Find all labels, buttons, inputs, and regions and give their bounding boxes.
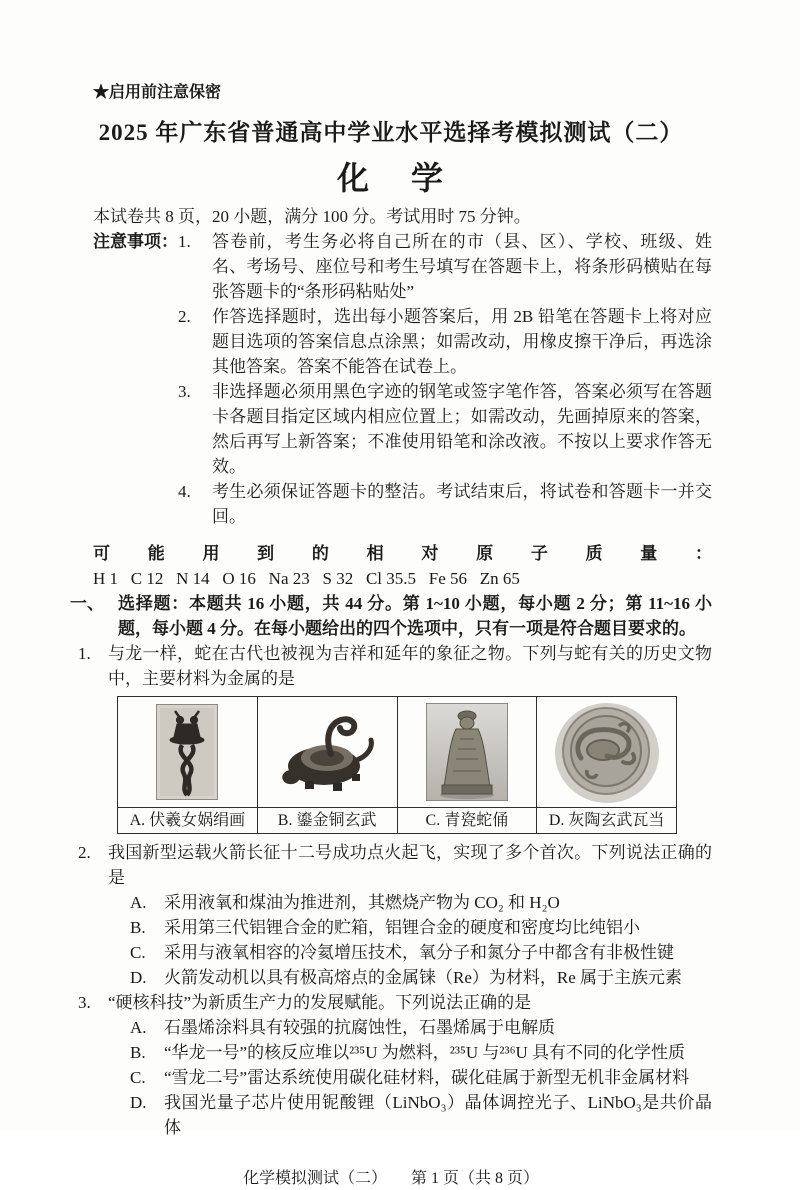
notice-item-text: 答卷前，考生务必将自己所在的市（县、区）、学校、班级、姓名、考场号、座位号和考生号填写在答题卡上，将条形码横贴在每张答题卡的“条形码粘贴处” [212, 232, 712, 301]
question-2-option-b [130, 915, 712, 940]
security-note: ★启用前注意保密 [93, 84, 222, 101]
question-3-option-a [130, 1015, 712, 1040]
artifact-imagebox-a [118, 697, 257, 807]
question-3-block [70, 990, 712, 1140]
notice-item-number: 1. [178, 232, 191, 251]
question-3-option-b [130, 1040, 712, 1065]
notice-item-3 [178, 379, 712, 479]
artifact-cell-d [537, 697, 677, 808]
notice-item-number: 2. [178, 307, 191, 326]
question-stem: 我国新型运载火箭长征十二号成功点火起飞，实现了多个首次。下列说法正确的是 [108, 843, 712, 887]
artifact-caption-row [118, 808, 677, 834]
question-stem: 与龙一样，蛇在古代也被视为吉祥和延年的象征之物。下列与蛇有关的历史文物中，主要材料为金属的是 [108, 644, 712, 688]
page-footer: 化学模拟测试（二） 第 1 页（共 8 页） [242, 1170, 539, 1187]
section-text: 选择题：本题共 16 小题，共 44 分。第 1~10 小题，每小题 2 分；第 11~16 小题，每小题 4 分。在每小题给出的四个选项中，只有一项是符合题目要求的。 [118, 594, 712, 638]
exam-info-line: 本试卷共 8 页，20 小题，满分 100 分。考试用时 75 分钟。 [93, 207, 531, 226]
notice-item-number: 4. [178, 482, 191, 501]
bronze-xuanwu-image [267, 708, 387, 796]
artifact-imagebox-b [258, 697, 397, 807]
notice-items [178, 229, 712, 529]
artifact-imagebox-d [537, 697, 676, 807]
question-number: 1. [78, 644, 91, 663]
option-label: A. [130, 893, 147, 912]
option-label: B. [130, 918, 146, 937]
artifact-cell-c [397, 697, 537, 808]
artifact-image-row [118, 697, 677, 808]
question-2-option-d [130, 965, 712, 990]
artifact-caption-b: B. 鎏金铜玄武 [257, 808, 397, 834]
notice-block [93, 229, 712, 529]
notice-item-1 [178, 229, 712, 304]
option-text: 采用第三代铝锂合金的贮箱，铝锂合金的硬度和密度均比纯铝小 [164, 918, 640, 937]
atomic-masses-label: 可能用到的相对原子质量： [93, 544, 712, 563]
option-text: 采用液氧和煤油为推进剂，其燃烧产物为 CO₂ 和 H₂O [164, 893, 560, 912]
question-2-block [70, 840, 712, 990]
question-2-option-c [130, 940, 712, 965]
option-label: A. [130, 1018, 147, 1037]
notice-item-number: 3. [178, 382, 191, 401]
option-label: D. [130, 968, 147, 987]
silk-painting-image [156, 704, 218, 800]
question-number: 2. [78, 843, 91, 862]
option-text: “华龙一号”的核反应堆以²³⁵U 为燃料，²³⁵U 与²³⁶U 具有不同的化学性质 [164, 1043, 686, 1062]
question-3 [78, 990, 712, 1015]
option-text: 火箭发动机以具有极高熔点的金属铼（Re）为材料，Re 属于主族元素 [164, 968, 683, 987]
question-number: 3. [78, 993, 91, 1012]
question-1 [78, 641, 712, 691]
atomic-masses-values: H 1 C 12 N 14 O 16 Na 23 S 32 Cl 35.5 Fe 56 Zn 65 [93, 569, 520, 588]
artifact-cell-b [257, 697, 397, 808]
option-text: 我国光量子芯片使用铌酸锂（LiNbO₃）晶体调控光子、LiNbO₃是共价晶体 [164, 1093, 712, 1137]
subject-title: 化 学 [336, 160, 445, 196]
section-number: 一、 [70, 594, 104, 613]
artifact-imagebox-c [398, 697, 537, 807]
exam-title: 2025 年广东省普通高中学业水平选择考模拟测试（二） [98, 120, 684, 145]
notice-item-text: 考生必须保证答题卡的整洁。考试结束后，将试卷和答题卡一并交回。 [212, 482, 712, 526]
question-3-option-c [130, 1065, 712, 1090]
question-stem: “硬核科技”为新质生产力的发展赋能。下列说法正确的是 [108, 993, 532, 1012]
option-label: C. [130, 943, 146, 962]
option-label: C. [130, 1068, 146, 1087]
section-header [70, 591, 712, 641]
celadon-figurine-image [426, 703, 508, 801]
option-label: D. [130, 1093, 147, 1112]
notice-label: 注意事项： [93, 232, 178, 251]
artifact-caption-d: D. 灰陶玄武瓦当 [537, 808, 677, 834]
option-label: B. [130, 1043, 146, 1062]
question-3-option-d [130, 1090, 712, 1140]
notice-item-text: 作答选择题时，选出每小题答案后，用 2B 铅笔在答题卡上将对应题目选项的答案信息点涂黑；如需改动，用橡皮擦干净后，再选涂其他答案。答案不能答在试卷上。 [212, 307, 712, 376]
option-text: 石墨烯涂料具有较强的抗腐蚀性，石墨烯属于电解质 [164, 1018, 555, 1037]
question-2-option-a [130, 890, 712, 915]
notice-item-4 [178, 479, 712, 529]
notice-item-2 [178, 304, 712, 379]
pottery-tile-image [553, 700, 661, 804]
notice-item-text: 非选择题必须用黑色字迹的钢笔或签字笔作答，答案必须写在答题卡各题目指定区域内相应位置上；如需改动，先画掉原来的答案，然后再写上新答案；不准使用铅笔和涂改液。不按以上要求作答无效。 [212, 382, 712, 476]
artifact-caption-a: A. 伏羲女娲绢画 [118, 808, 258, 834]
atomic-masses-line [93, 541, 712, 591]
option-text: 采用与液氧相容的冷氦增压技术，氧分子和氮分子中都含有非极性键 [164, 943, 674, 962]
artifact-caption-c: C. 青瓷蛇俑 [397, 808, 537, 834]
question-2 [78, 840, 712, 890]
artifact-cell-a [118, 697, 258, 808]
artifact-options-table [117, 696, 677, 834]
option-text: “雪龙二号”雷达系统使用碳化硅材料，碳化硅属于新型无机非金属材料 [164, 1068, 690, 1087]
